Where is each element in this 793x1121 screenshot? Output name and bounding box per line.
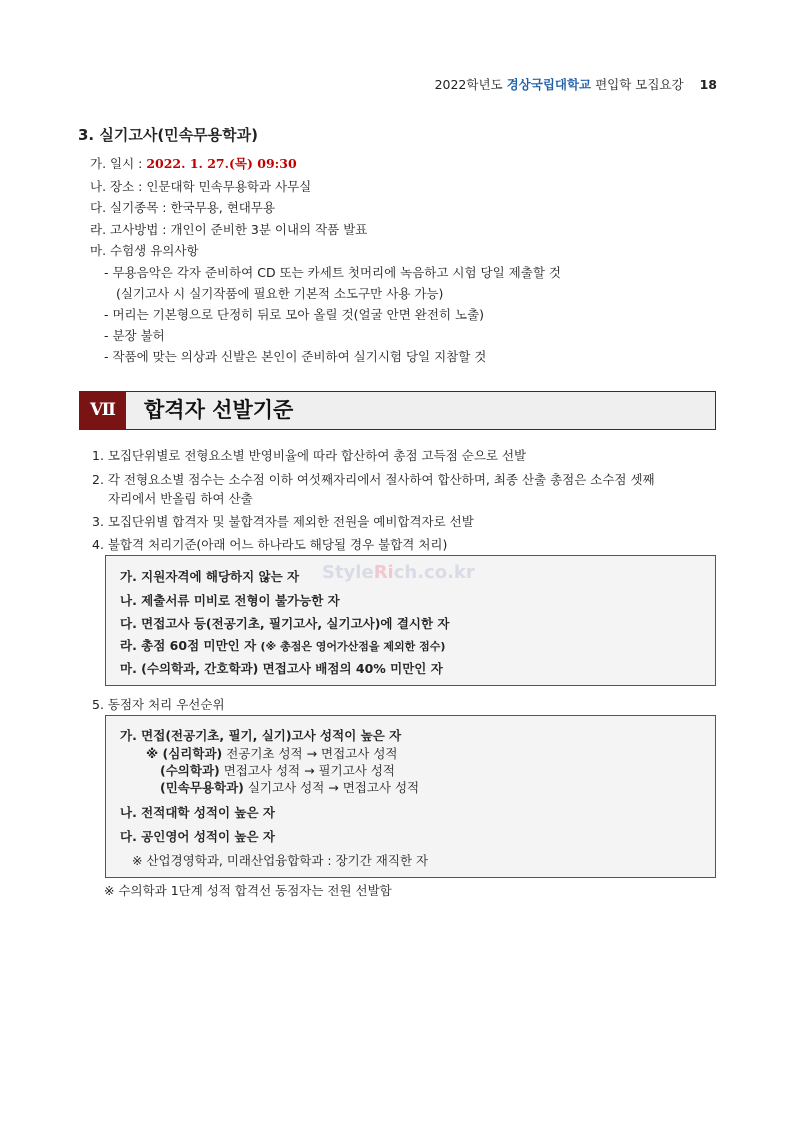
section-7-title: 합격자 선발기준 [144, 398, 294, 422]
exam-place: 나. 장소 : 인문대학 민속무용학과 사무실 [90, 179, 312, 194]
header-year: 2022학년도 [434, 77, 503, 92]
fail-item-main: 라. 총점 60점 미만인 자 [120, 638, 261, 653]
tie-break-box [105, 715, 716, 878]
watermark-prefix: Style [322, 562, 374, 583]
tie-item: 나. 전적대학 성적이 높은 자 [120, 805, 275, 820]
criteria-item-continued: 자리에서 반올림 하여 산출 [108, 491, 253, 506]
exam-date-label: 가. 일시 : [90, 156, 147, 171]
fail-item: 마. (수의학과, 간호학과) 면접고사 배점의 40% 미만인 자 [120, 661, 443, 676]
tie-note: ※ 산업경영학과, 미래산업융합학과 : 장기간 재직한 자 [132, 853, 429, 868]
tie-dept: (수의학과) [160, 763, 220, 778]
tie-sub-item [160, 761, 395, 779]
page-number: 18 [699, 77, 717, 92]
exam-date-value: 2022. 1. 27.(목) 09:30 [146, 156, 297, 171]
note-item: (실기고사 시 실기작품에 필요한 기본적 소도구만 사용 가능) [116, 286, 444, 301]
fail-item: 다. 면접고사 등(전공기초, 필기고사, 실기고사)에 결시한 자 [120, 616, 450, 631]
exam-method: 라. 고사방법 : 개인이 준비한 3분 이내의 작품 발표 [90, 222, 368, 237]
criteria-item: 2. 각 전형요소별 점수는 소수점 이하 여섯째자리에서 절사하여 합산하며, 최종 산출 총점은 소수점 셋째 [92, 472, 655, 487]
section-number-badge: Ⅶ [80, 392, 126, 429]
note-item: - 분장 불허 [104, 328, 165, 343]
tie-order: 실기고사 성적 → 면접고사 성적 [243, 780, 420, 795]
criteria-item: 4. 불합격 처리기준(아래 어느 하나라도 해당될 경우 불합격 처리) [92, 537, 448, 552]
tie-item: 가. 면접(전공기초, 필기, 실기)고사 성적이 높은 자 [120, 728, 402, 743]
tie-dept: (민속무용학과) [160, 780, 244, 795]
note-item: - 머리는 기본형으로 단정히 뒤로 모아 올릴 것(얼굴 안면 완전히 노출) [104, 307, 485, 322]
tie-order: 전공기초 성적 → 면접고사 성적 [222, 746, 398, 761]
exam-events: 다. 실기종목 : 한국무용, 현대무용 [90, 200, 276, 215]
note-item: - 무용음악은 각자 준비하여 CD 또는 카세트 첫머리에 녹음하고 시험 당일 제출할 것 [104, 265, 561, 280]
fail-item [120, 636, 445, 654]
criteria-item: 3. 모집단위별 합격자 및 불합격자를 제외한 전원을 예비합격자로 선발 [92, 514, 474, 529]
tie-sub-item [146, 744, 397, 762]
footnote: ※ 수의학과 1단계 성적 합격선 동점자는 전원 선발함 [104, 883, 392, 898]
section-3-title: 3. 실기고사(민속무용학과) [78, 126, 258, 144]
tie-title: 5. 동점자 처리 우선순위 [92, 697, 225, 712]
watermark-accent: Ri [373, 562, 394, 583]
exam-date [90, 154, 297, 172]
header-doc-title: 편입학 모집요강 [595, 77, 684, 92]
watermark-suffix: ch.co.kr [393, 562, 475, 583]
header-university: 경상국립대학교 [506, 77, 592, 92]
fail-item: 나. 제출서류 미비로 전형이 불가능한 자 [120, 593, 340, 608]
criteria-item: 1. 모집단위별로 전형요소별 반영비율에 따라 합산하여 총점 고득점 순으로 선발 [92, 448, 527, 463]
notes-title: 마. 수험생 유의사항 [90, 243, 199, 258]
tie-dept: ※ (심리학과) [146, 746, 223, 761]
tie-item: 다. 공인영어 성적이 높은 자 [120, 829, 275, 844]
note-item: - 작품에 맞는 의상과 신발은 본인이 준비하여 실기시험 당일 지참할 것 [104, 349, 487, 364]
watermark [322, 562, 475, 583]
page-header [435, 75, 717, 93]
fail-item: 가. 지원자격에 해당하지 않는 자 [120, 569, 300, 584]
tie-sub-item [160, 778, 419, 796]
section-7-banner [79, 391, 716, 430]
fail-item-note: (※ 총점은 영어가산점을 제외한 점수) [260, 640, 446, 653]
tie-order: 면접고사 성적 → 필기고사 성적 [219, 763, 395, 778]
